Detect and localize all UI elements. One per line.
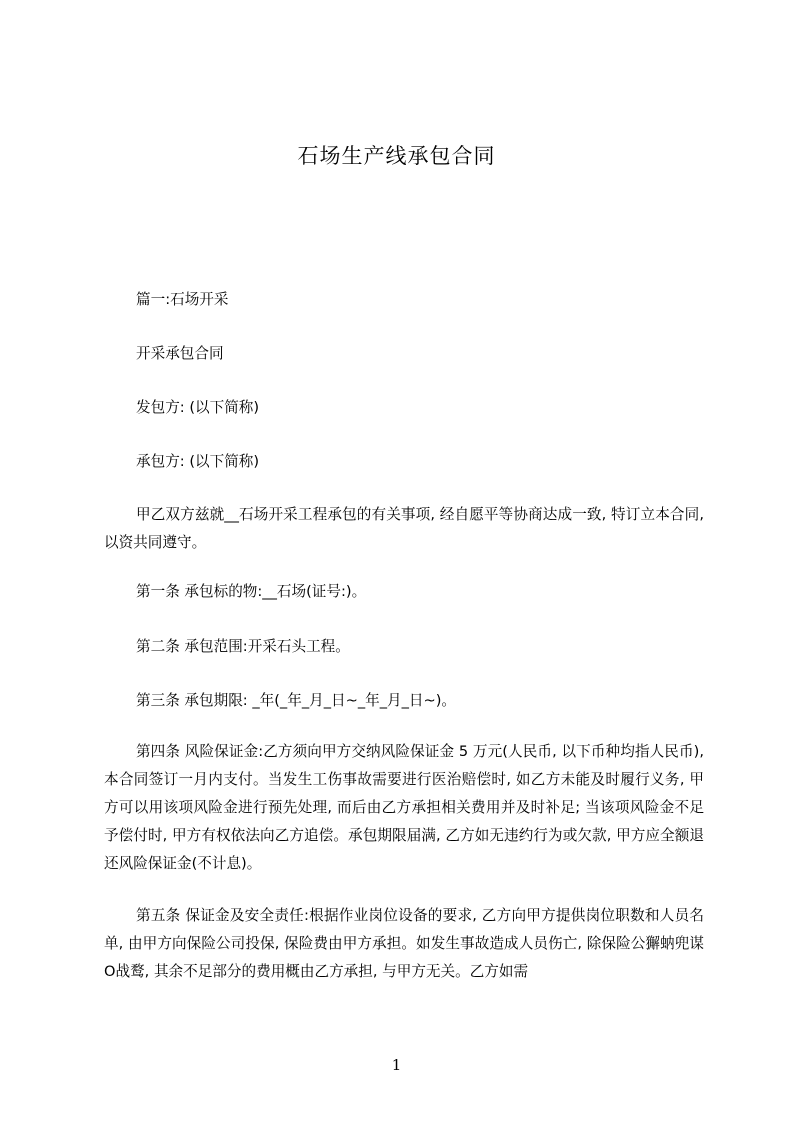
article-4: 第四条 风险保证金:乙方须向甲方交纳风险保证金 5 万元(人民币, 以下币种均指人民币), 本合同签订一月内支付。当发生工伤事故需要进行医治赔偿时, 如乙方未能及时履行义务, 甲方可以用该项风险金进行预先处理, 而后由乙方承担相关费用并及时补足; 当该项风险金不足予偿付时, 甲方有权依法向乙方追偿。承包期限届满, 乙方如无违约行为或欠款, 甲方应全额退还风险保证金(不计息)。 — [104, 743, 704, 872]
section-heading: 篇一:石场开采 — [136, 291, 229, 308]
document-title: 石场生产线承包合同 — [297, 144, 496, 168]
party-b-line: 承包方: (以下简称) — [136, 453, 260, 470]
article-3: 第三条 承包期限: _年(_年_月_日~_年_月_日~)。 — [136, 692, 457, 709]
article-2: 第二条 承包范围:开采石头工程。 — [136, 638, 350, 655]
article-1: 第一条 承包标的物:__石场(证号:)。 — [136, 583, 367, 600]
preamble-paragraph: 甲乙双方兹就__石场开采工程承包的有关事项, 经自愿平等协商达成一致, 特订立本合同, 以资共同遵守。 — [104, 506, 704, 551]
contract-name: 开采承包合同 — [136, 345, 224, 362]
article-5: 第五条 保证金及安全责任:根据作业岗位设备的要求, 乙方向甲方提供岗位职数和人员名单, 由甲方向保险公司投保, 保险费由甲方承担。如发生事故造成人员伤亡, 除保险公獬蚋兜谋O战鹜, 其余不足部分的费用概由乙方承担, 与甲方无关。乙方如需 — [104, 907, 704, 980]
party-a-line: 发包方: (以下简称) — [136, 399, 260, 416]
page-number: 1 — [391, 1056, 402, 1074]
